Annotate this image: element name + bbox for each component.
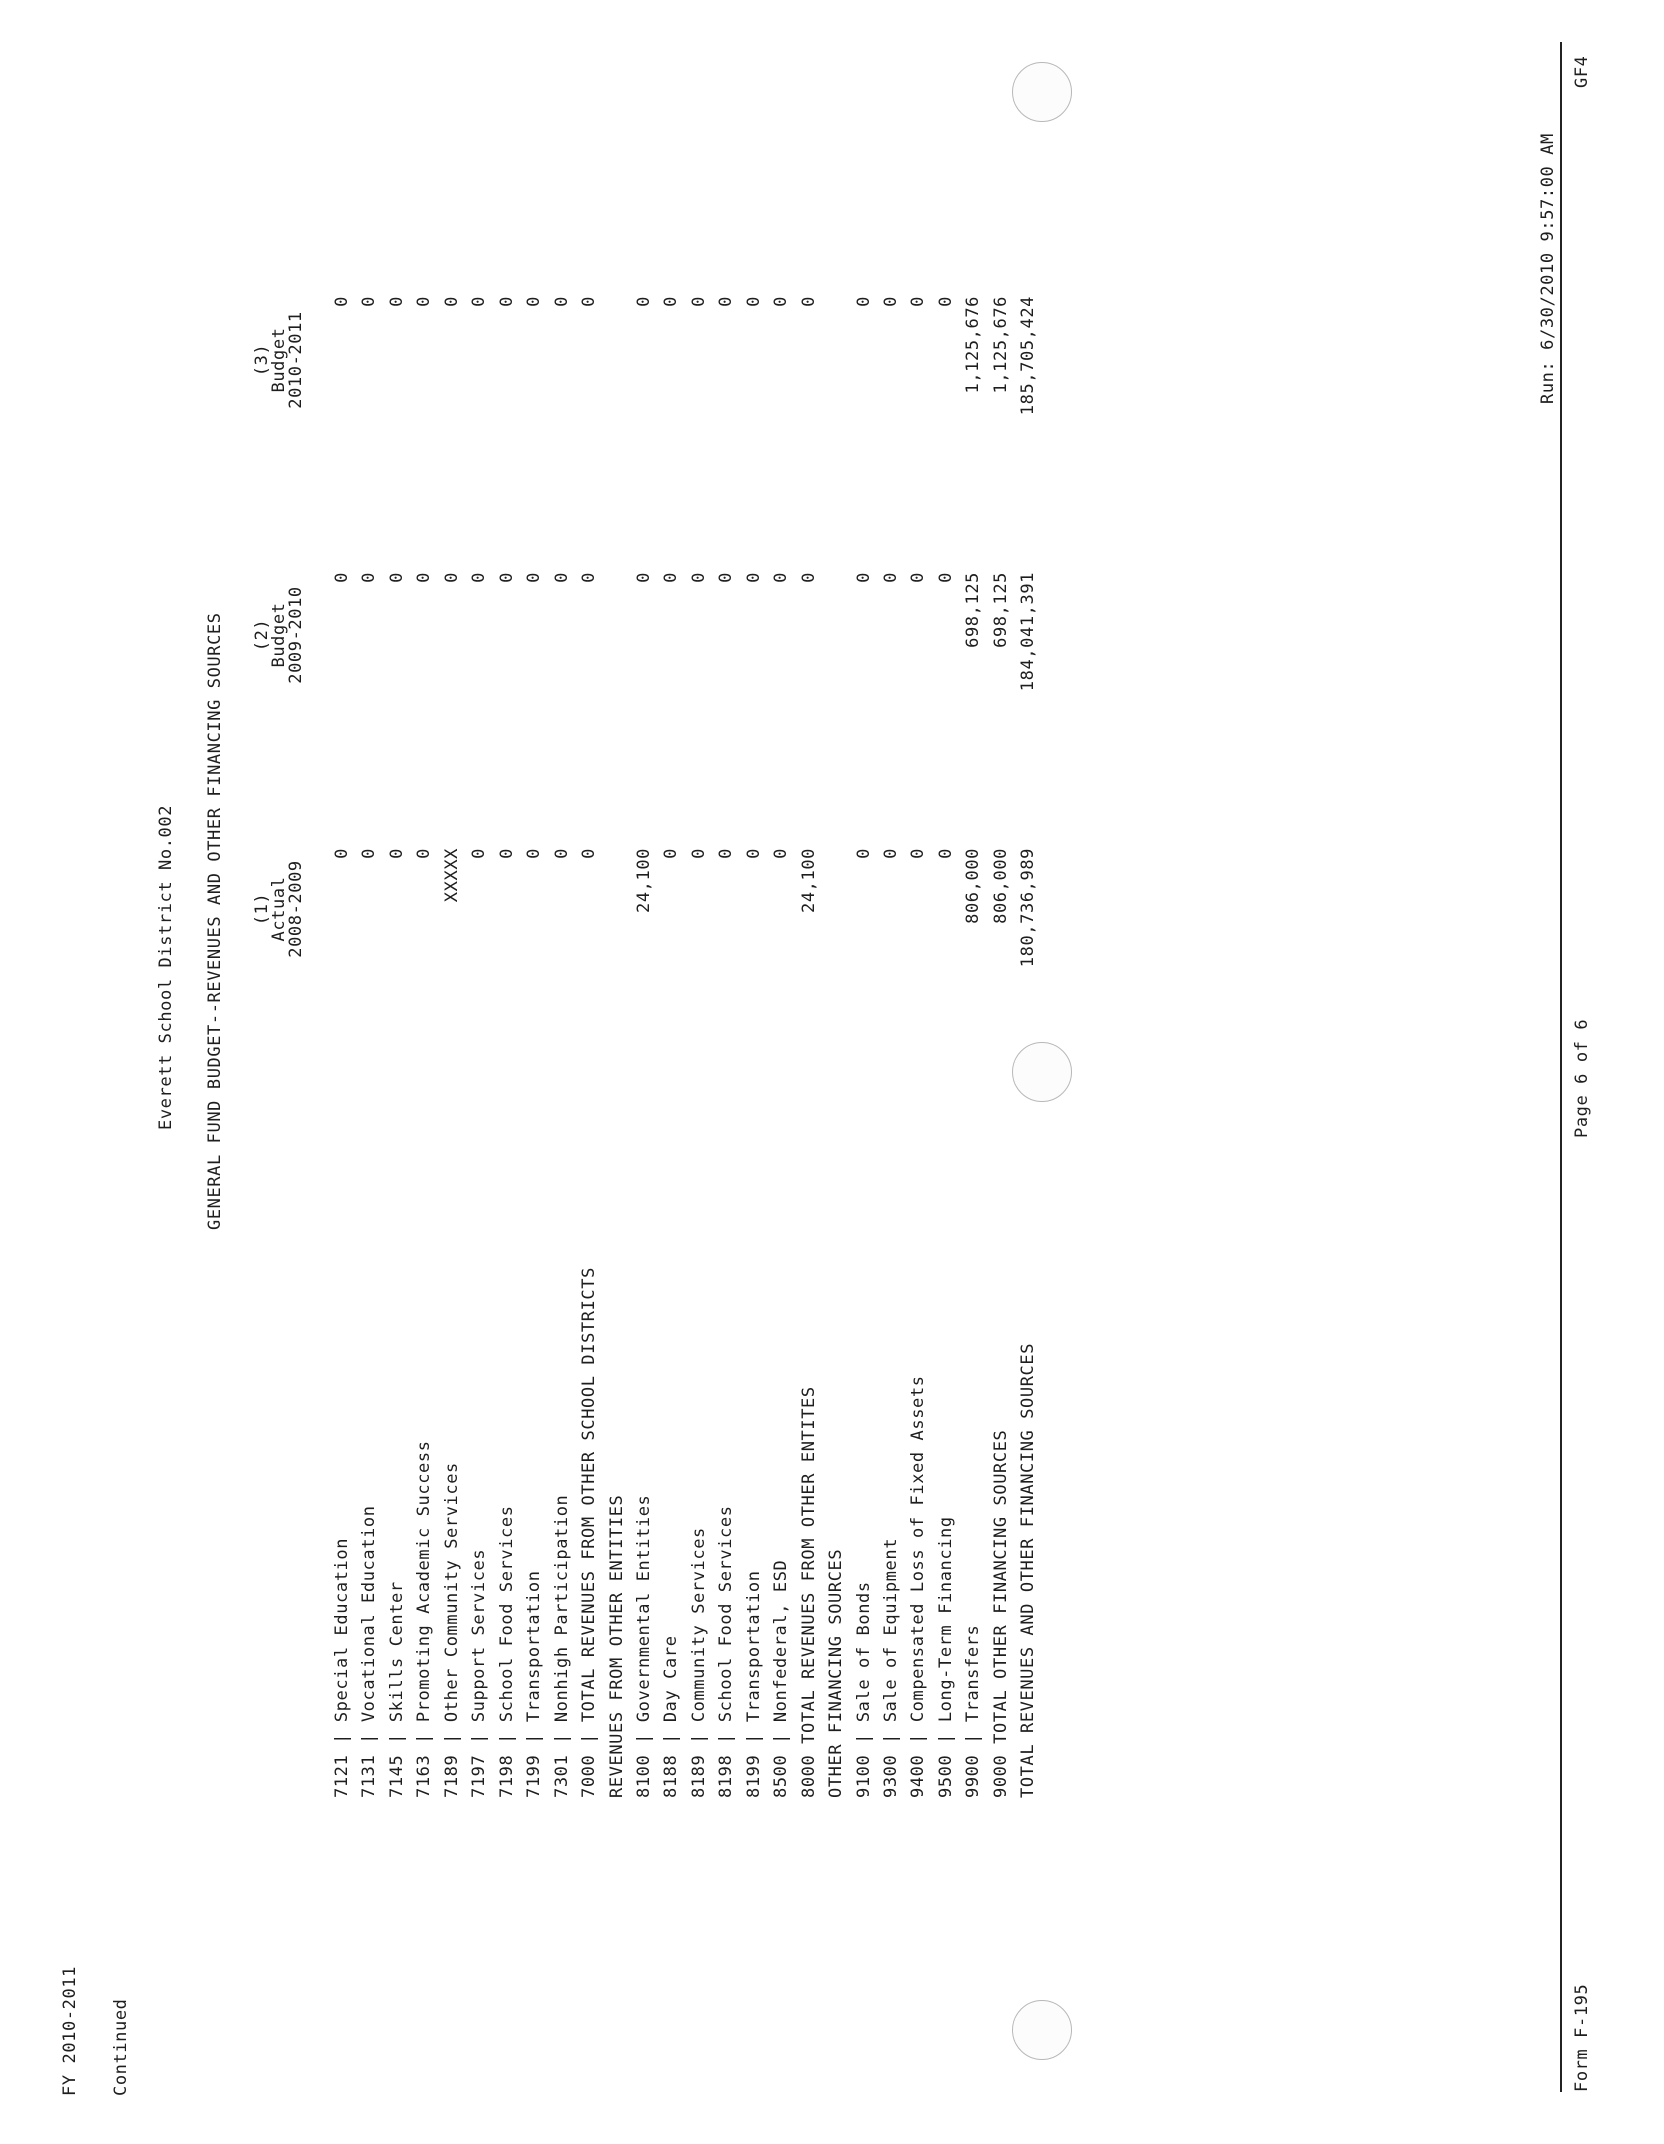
row-value-col-3: 1,125,676 <box>990 296 1011 394</box>
row-value-col-1: 0 <box>359 848 380 859</box>
row-value-col-2: 0 <box>743 572 764 583</box>
row-value-col-3: 0 <box>661 296 682 307</box>
row-value-col-1: 0 <box>496 848 517 859</box>
row-value-col-1: 24,100 <box>633 848 654 914</box>
row-label: 7199 | Transportation <box>524 1570 545 1798</box>
row-value-col-1: 180,736,989 <box>1018 848 1039 968</box>
row-value-col-1: 0 <box>579 848 600 859</box>
row-value-col-1: 0 <box>935 848 956 859</box>
row-label: 9500 | Long-Term Financing <box>935 1516 956 1798</box>
row-label: 7189 | Other Community Services <box>441 1462 462 1798</box>
row-value-col-3: 0 <box>688 296 709 307</box>
row-value-col-3: 1,125,676 <box>963 296 984 394</box>
row-value-col-1: 806,000 <box>990 848 1011 924</box>
row-value-col-3: 0 <box>414 296 435 307</box>
row-label: 7145 | Skills Center <box>386 1581 407 1798</box>
footer-rule <box>1560 42 1562 2092</box>
row-label: 7163 | Promoting Academic Success <box>414 1440 435 1798</box>
column-3-year: 2010-2011 <box>286 311 306 409</box>
row-value-col-2: 0 <box>414 572 435 583</box>
row-value-col-1: XXXXX <box>441 848 462 903</box>
row-value-col-3: 0 <box>579 296 600 307</box>
row-value-col-2: 0 <box>716 572 737 583</box>
row-value-col-2: 0 <box>441 572 462 583</box>
column-1-year: 2008-2009 <box>286 860 306 958</box>
row-value-col-1: 0 <box>853 848 874 859</box>
report-title: GENERAL FUND BUDGET--REVENUES AND OTHER FINANCING SOURCES <box>205 612 225 1230</box>
page-number: Page 6 of 6 <box>1572 1018 1592 1138</box>
row-value-col-1: 0 <box>551 848 572 859</box>
row-label: 7198 | School Food Services <box>496 1505 517 1798</box>
row-value-col-2: 0 <box>881 572 901 583</box>
row-value-col-2: 0 <box>551 572 572 583</box>
column-2-num: (2) <box>252 618 272 652</box>
row-value-col-3: 0 <box>551 296 572 307</box>
row-value-col-3: 0 <box>633 296 654 307</box>
row-value-col-3: 0 <box>524 296 545 307</box>
row-value-col-3: 0 <box>743 296 764 307</box>
row-value-col-1: 0 <box>908 848 929 859</box>
form-code: GF4 <box>1572 55 1592 88</box>
row-value-col-2: 0 <box>633 572 654 583</box>
row-value-col-2: 0 <box>798 572 819 583</box>
row-label: 8189 | Community Services <box>688 1527 709 1798</box>
row-value-col-2: 184,041,391 <box>1018 572 1039 692</box>
row-value-col-1: 0 <box>688 848 709 859</box>
row-label: 9400 | Compensated Loss of Fixed Assets <box>908 1375 929 1798</box>
row-value-col-1: 0 <box>524 848 545 859</box>
row-label: 7121 | Special Education <box>332 1537 352 1798</box>
fiscal-year-label: FY 2010-2011 <box>60 1965 80 2096</box>
run-timestamp: Run: 6/30/2010 9:57:00 AM <box>1538 133 1558 404</box>
row-value-col-2: 0 <box>469 572 490 583</box>
row-value-col-3: 185,705,424 <box>1018 296 1039 416</box>
row-value-col-1: 0 <box>743 848 764 859</box>
row-value-col-2: 0 <box>579 572 600 583</box>
row-value-col-1: 0 <box>771 848 792 859</box>
column-1-type: Actual <box>269 876 289 942</box>
row-value-col-3: 0 <box>881 296 901 307</box>
row-label: 7301 | Nonhigh Participation <box>551 1494 572 1798</box>
row-value-col-1: 0 <box>661 848 682 859</box>
row-label: 9900 | Transfers <box>963 1624 984 1798</box>
row-value-col-2: 0 <box>332 572 352 583</box>
row-value-col-3: 0 <box>469 296 490 307</box>
row-label: 7000 | TOTAL REVENUES FROM OTHER SCHOOL DISTRICTS <box>579 1267 600 1798</box>
row-value-col-3: 0 <box>386 296 407 307</box>
row-label: 8500 | Nonfederal, ESD <box>771 1559 792 1798</box>
row-value-col-1: 0 <box>414 848 435 859</box>
row-value-col-2: 0 <box>661 572 682 583</box>
row-value-col-1: 0 <box>881 848 901 859</box>
row-value-col-3: 0 <box>908 296 929 307</box>
row-label: 8199 | Transportation <box>743 1570 764 1798</box>
row-value-col-2: 0 <box>524 572 545 583</box>
row-label: 8188 | Day Care <box>661 1635 682 1798</box>
row-value-col-1: 0 <box>716 848 737 859</box>
row-value-col-2: 0 <box>496 572 517 583</box>
row-value-col-3: 0 <box>716 296 737 307</box>
row-value-col-1: 806,000 <box>963 848 984 924</box>
row-value-col-2: 698,125 <box>963 572 984 648</box>
column-3-type: Budget <box>269 327 289 393</box>
row-label: 7131 | Vocational Education <box>359 1505 380 1798</box>
row-label: 9100 | Sale of Bonds <box>853 1581 874 1798</box>
row-label: 8000 TOTAL REVENUES FROM OTHER ENTITES <box>798 1386 819 1798</box>
row-label: 8100 | Governmental Entities <box>633 1494 654 1798</box>
row-value-col-2: 0 <box>908 572 929 583</box>
row-value-col-3: 0 <box>441 296 462 307</box>
row-value-col-3: 0 <box>935 296 956 307</box>
row-label: REVENUES FROM OTHER ENTITIES <box>606 1494 627 1798</box>
row-label: OTHER FINANCING SOURCES <box>826 1548 847 1798</box>
row-value-col-3: 0 <box>359 296 380 307</box>
row-value-col-1: 0 <box>386 848 407 859</box>
row-value-col-3: 0 <box>332 296 352 307</box>
row-value-col-1: 24,100 <box>798 848 819 914</box>
row-value-col-2: 0 <box>688 572 709 583</box>
row-value-col-2: 0 <box>935 572 956 583</box>
row-label: 7197 | Support Services <box>469 1548 490 1798</box>
form-number: Form F-195 <box>1572 1983 1592 2092</box>
row-value-col-2: 0 <box>853 572 874 583</box>
continued-label: Continued <box>111 1998 131 2096</box>
row-value-col-2: 0 <box>359 572 380 583</box>
row-label: 9000 TOTAL OTHER FINANCING SOURCES <box>990 1429 1011 1798</box>
column-2-year: 2009-2010 <box>286 586 306 684</box>
row-value-col-1: 0 <box>469 848 490 859</box>
row-value-col-3: 0 <box>771 296 792 307</box>
row-value-col-3: 0 <box>853 296 874 307</box>
row-value-col-1: 0 <box>332 848 352 859</box>
row-label: 8198 | School Food Services <box>716 1505 737 1798</box>
row-value-col-2: 698,125 <box>990 572 1011 648</box>
row-value-col-3: 0 <box>798 296 819 307</box>
row-value-col-2: 0 <box>386 572 407 583</box>
row-value-col-2: 0 <box>771 572 792 583</box>
column-1-num: (1) <box>252 892 272 926</box>
row-label: 9300 | Sale of Equipment <box>881 1537 901 1798</box>
district-name: Everett School District No.002 <box>156 804 176 1130</box>
row-value-col-3: 0 <box>496 296 517 307</box>
column-2-type: Budget <box>269 602 289 668</box>
column-3-num: (3) <box>252 343 272 377</box>
row-label: TOTAL REVENUES AND OTHER FINANCING SOURCES <box>1018 1342 1039 1798</box>
